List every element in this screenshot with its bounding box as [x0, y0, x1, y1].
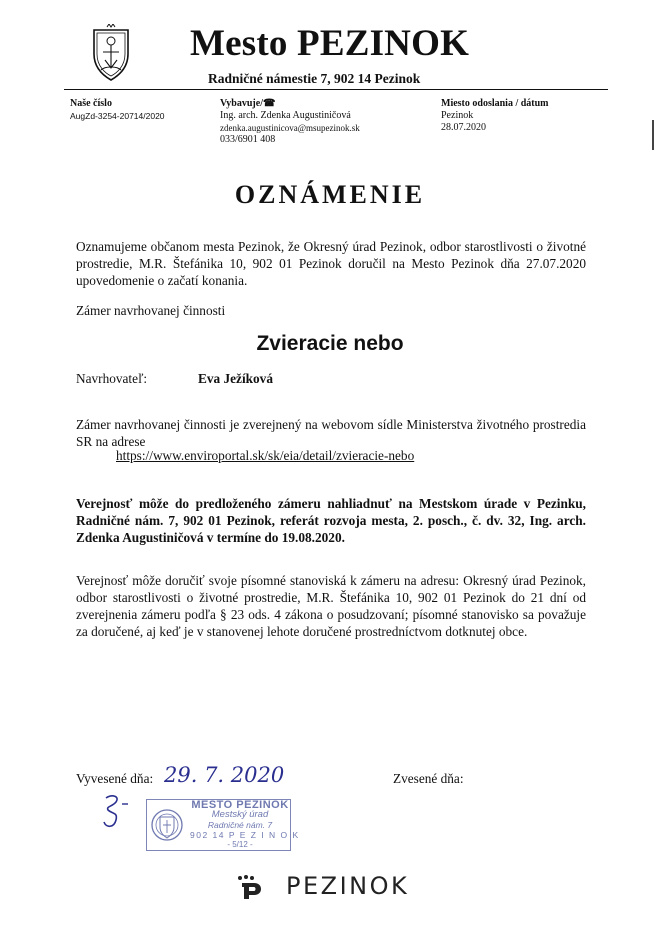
pezinok-logo-icon: [236, 874, 266, 900]
handled-by-label: Vybavuje/☎: [220, 98, 276, 109]
stamp-text: [190, 799, 300, 850]
document-heading: OZNÁMENIE: [234, 180, 426, 209]
enviroportal-link[interactable]: https://www.enviroportal.sk/sk/eia/detail/zvieracie-nebo: [116, 448, 415, 463]
place-date-block: [441, 98, 549, 134]
handled-by-block: [220, 98, 360, 146]
our-number-value: AugZd-3254-20714/2020: [70, 111, 165, 121]
intro-paragraph: Oznamujeme občanom mesta Pezinok, že Okresný úrad Pezinok, odbor starostlivosti o životné prostredie, M.R. Štefánika 10, 902 01 Pezinok doručil na Mesto Pezinok dňa 27.07.2020 upovedomenie o začatí konania.: [76, 239, 586, 288]
handled-by-name: Ing. arch. Zdenka Augustiničová: [220, 110, 351, 121]
proposer-name: Eva Ježíková: [198, 371, 273, 386]
date-value: 28.07.2020: [441, 122, 486, 133]
place-value: Pezinok: [441, 110, 474, 121]
posted-label: Vyvesené dňa:: [76, 771, 154, 786]
city-title: Mesto PEZINOK: [190, 23, 470, 64]
page-edge-mark: [652, 120, 654, 150]
brand-wordmark: PEZINOK: [286, 872, 410, 900]
our-number-block: [70, 98, 165, 122]
publication-paragraph: Zámer navrhovanej činnosti je zverejnený na webovom sídle Ministerstva životného prostredia SR na adrese: [76, 417, 586, 449]
stamp-line-4: 902 14 P E Z I N O K: [190, 830, 300, 840]
proposer-label: Navrhovateľ:: [76, 371, 148, 386]
signature-icon: [92, 792, 136, 832]
removed-label: Zvesené dňa:: [393, 771, 464, 786]
header-divider: [64, 89, 608, 90]
handled-by-phone: 033/6901 408: [220, 134, 276, 145]
our-number-label: Naše číslo: [70, 98, 112, 109]
city-address: Radničné námestie 7, 902 14 Pezinok: [208, 71, 421, 86]
handled-by-email: zdenka.augustinicova@msupezinok.sk: [220, 123, 360, 133]
place-date-label: Miesto odoslania / dátum: [441, 98, 549, 109]
comments-paragraph: Verejnosť môže doručiť svoje písomné stanoviská k zámeru na adresu: Okresný úrad Pezinok, odbor starostlivosti o životné prostredie, M.R. Štefánika 10, 902 01 Pezinok do 21 dní od zverejnenia zámeru podľa § 23 ods. 4 zákona o posudzovaní; písomné stanovisko sa považuje za doručené, aj keď je v stanovenej lehote doručené prostredníctvom dotknutej obce.: [76, 573, 586, 639]
stamp-line-3: Radničné nám. 7: [207, 820, 273, 830]
stamp-line-1: MESTO PEZINOK: [191, 799, 289, 811]
project-name: Zvieracie nebo: [256, 332, 404, 355]
inspection-paragraph: Verejnosť môže do predloženého zámeru nahliadnuť na Mestskom úrade v Pezinku, Radničné nám. 7, 902 01 Pezinok, referát rozvoja mesta, 2. posch., č. dv. 32, Ing. arch. Zdenka Augustiničová v termíne do 19.08.2020.: [76, 496, 586, 545]
stamp-crest-icon: [150, 803, 184, 847]
plan-label: Zámer navrhovanej činnosti: [76, 303, 226, 318]
stamp-line-5: - 5/12 -: [227, 840, 253, 849]
posted-date-handwritten: 29. 7. 2020: [164, 763, 285, 787]
coat-of-arms-icon: [88, 24, 134, 82]
stamp-line-2: Mestský úrad: [211, 809, 269, 820]
